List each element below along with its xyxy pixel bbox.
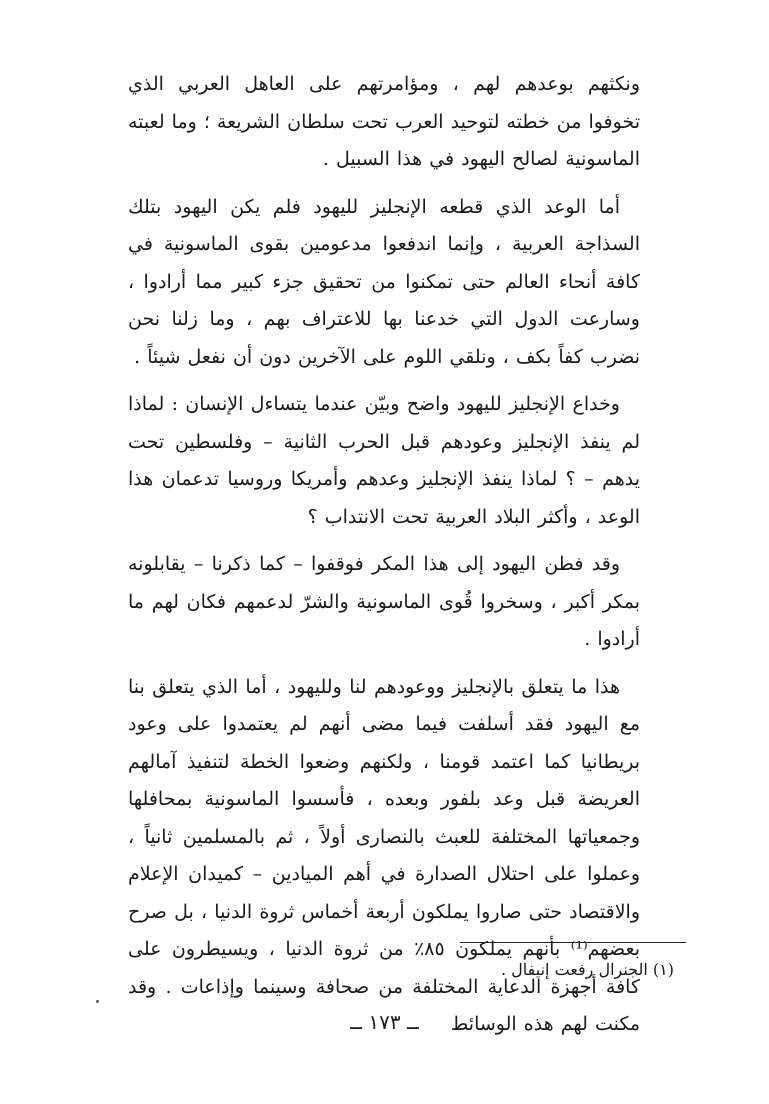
- paragraph-2: أما الوعد الذي قطعه الإنجليز لليهود فلم يكن اليهود بتلك السذاجة العربية ، وإنما اندفعوا مدعومين بقوى الماسونية في كافة أنحاء العالم حتى تمكنوا من تحقيق جزء كبير مما أرادوا ، وسارعت الدول التي خدعنا بها للاعتراف بهم ، وما زلنا نحن نضرب كفاً بكف ، ونلقي اللوم على الآخرين دون أن نفعل شيئاً .: [128, 195, 640, 368]
- body-text: [128, 66, 640, 1054]
- scan-speck: [96, 1000, 99, 1003]
- paragraph-5: هذا ما يتعلق بالإنجليز ووعودهم لنا ولليهود ، أما الذي يتعلق بنا مع اليهود فقد أسلفت فيما مضى أنهم لم يعتمدوا على وعود بريطانيا كما اعتمد قومنا ، ولكنهم وضعوا الخطة لتنفيذ آمالهم العريضة قبل وعد بلفور وبعده ، فأسسوا الماسونية بمحافلها وجمعياتها المختلفة للعبث بالنصارى أولاً ، ثم بالمسلمين ثانياً ، وعملوا على احتلال الصدارة في أهم الميادين – كميدان الإعلام والاقتصاد حتى صاروا يملكون أربعة أخماس ثروة الدنيا ، بل صرح بعضهم⁽¹⁾ بأنهم يملكون ٨٥٪ من ثروة الدنيا ، ويسيطرون على كافة أجهزة الدعاية المختلفة من صحافة وسينما وإذاعات . وقد مكنت لهم هذه الوسائط: [128, 675, 640, 1035]
- page-number: ــ ١٧٣ ــ: [350, 1010, 419, 1034]
- footnote: (١) الجنرال رفعت إنيفال .: [500, 960, 674, 979]
- paragraph-3: وخداع الإنجليز لليهود واضح وبيّن عندما يتساءل الإنسان : لماذا لم ينفذ الإنجليز وعودهم قبل الحرب الثانية – وفلسطين تحت يدهم – ؟ لماذا ينفذ الإنجليز وعدهم وأمريكا وروسيا تدعمان هذا الوعد ، وأكثر البلاد العربية تحت الانتداب ؟: [128, 393, 640, 528]
- paragraph-1: ونكثهم بوعدهم لهم ، ومؤامرتهم على العاهل العربي الذي تخوفوا من خطته لتوحيد العرب تحت سلطان الشريعة ؛ وما لعبته الماسونية لصالح اليهود في هذا السبيل .: [128, 73, 640, 170]
- paragraph-4: وقد فطن اليهود إلى هذا المكر فوقفوا – كما ذكرنا – يقابلونه بمكر أكبر ، وسخروا قُوى الماسونية والشرّ لدعمهم فكان لهم ما أرادوا .: [128, 553, 640, 650]
- footnote-divider: [460, 942, 686, 943]
